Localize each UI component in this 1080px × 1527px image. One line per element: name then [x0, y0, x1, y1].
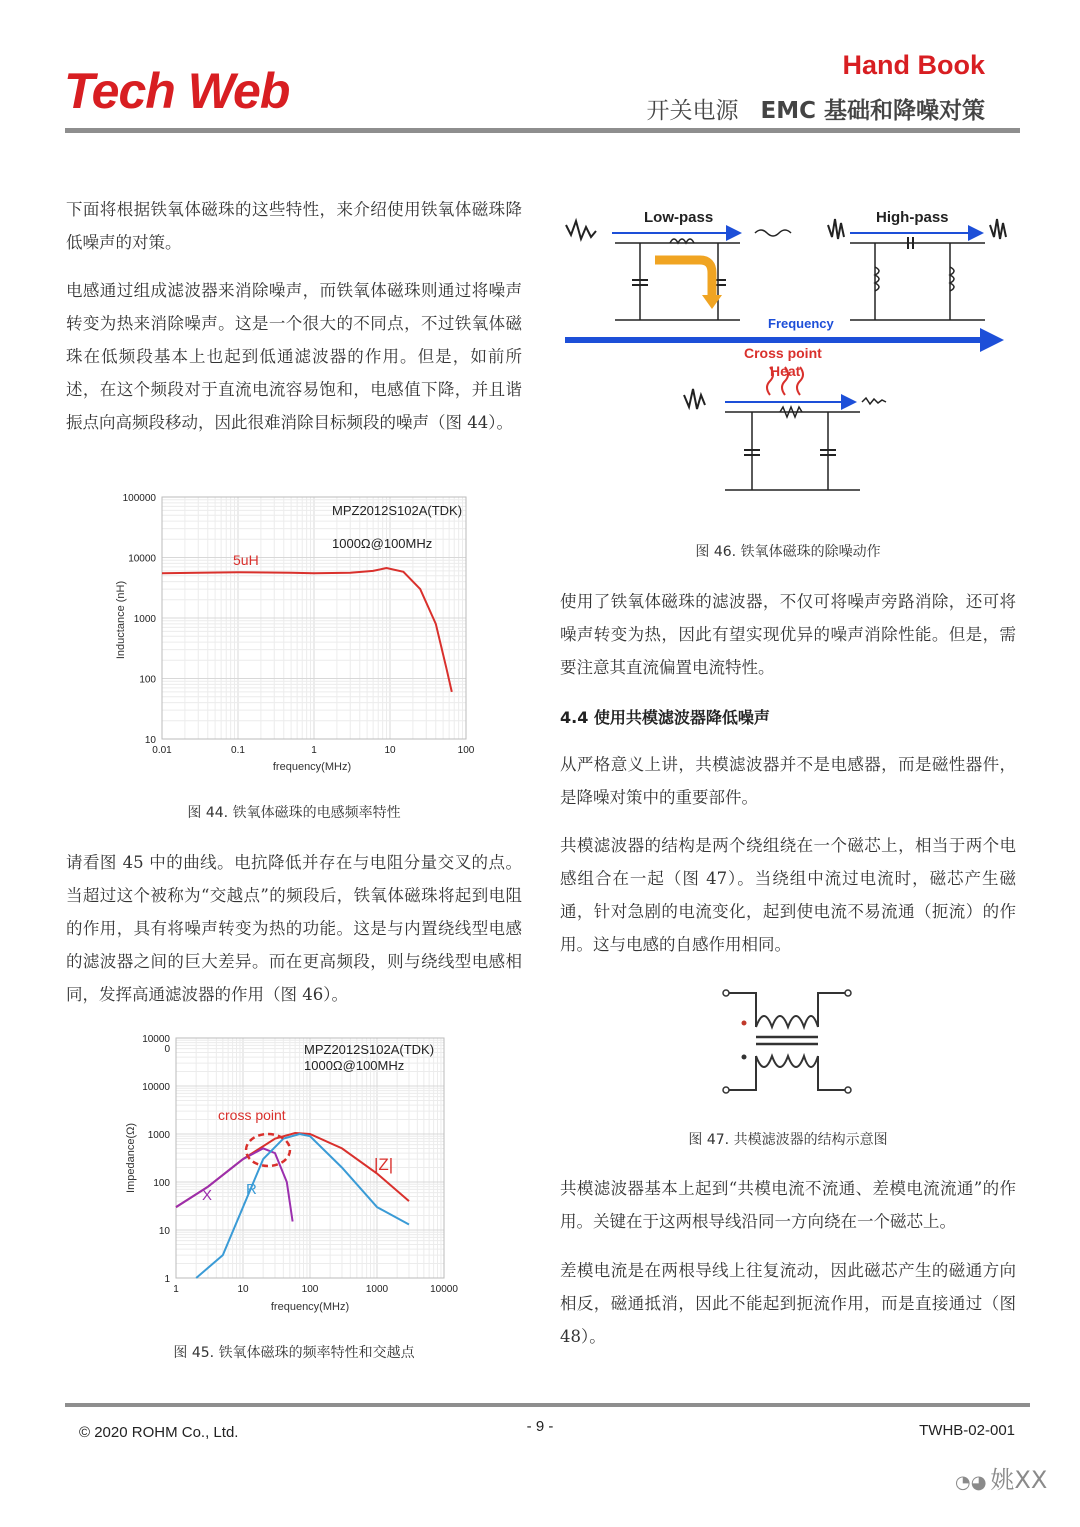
subtitle-left: 开关电源: [646, 98, 739, 124]
x-axis-label: frequency(MHz): [272, 761, 352, 773]
header-divider: [65, 128, 1020, 133]
low-pass-label: Low-pass: [644, 209, 714, 226]
x-tick-label: 0.01: [152, 745, 172, 756]
y-tick-label: 0: [164, 1044, 170, 1055]
chart-grid: [162, 497, 466, 739]
y-tick-labels: [123, 493, 157, 746]
x-tick-label: 1: [311, 745, 317, 756]
r-label: R: [246, 1181, 257, 1198]
y-tick-label: 10000: [142, 1082, 170, 1093]
y-tick-label: 10: [144, 735, 156, 746]
x-tick-label: 100: [301, 1284, 319, 1295]
x-tick-label: 0.1: [231, 745, 245, 756]
terminal-icon: [723, 990, 729, 996]
right-paragraph-4: 共模滤波器基本上起到“共模电流不流通、差模电流流通”的作用。关键在于这两根导线沿同一方向绕在一个磁芯上。: [560, 1179, 1016, 1231]
bead-input-wave-icon: [684, 389, 705, 409]
frequency-label: Frequency: [768, 316, 834, 331]
fig47-caption: 图 47. 共模滤波器的结构示意图: [688, 1132, 888, 1148]
right-paragraph-1: 使用了铁氧体磁珠的滤波器，不仅可将噪声旁路消除，还可将噪声转变为热，因此有望实现优异的噪声消除性能。但是，需要注意其直流偏置电流特性。: [560, 592, 1016, 677]
y-tick-label: 1000: [133, 614, 156, 625]
y-tick-label: 10000: [142, 1034, 170, 1045]
cross-point-label: cross point: [218, 1107, 286, 1123]
footer-divider: [65, 1403, 1030, 1407]
chart-grid: [176, 1038, 444, 1278]
right-paragraph-5: 差模电流是在两根导线上往复流动，因此磁芯产生的磁通方向相反，磁通抵消，因此不能起到扼流作用，而是直接通过（图 48）。: [560, 1261, 1016, 1346]
x-tick-label: 10: [237, 1284, 249, 1295]
document-subtitle: [647, 92, 986, 125]
left-paragraph-2: 电感通过组成滤波器来消除噪声，而铁氧体磁珠则通过将噪声转变为热来消除噪声。这是一个很大的不同点，不过铁氧体磁珠在低频段基本上也起到低通滤波器的作用。但是，如前所述，在这个频段对于直流电流容易饱和，电感值下降，并且谐振点向高频段移动，因此很难消除目标频段的噪声（图 44）。: [66, 281, 522, 432]
x-tick-label: 10: [384, 745, 396, 756]
fig46-caption: 图 46. 铁氧体磁珠的除噪动作: [695, 544, 881, 560]
terminal-icon: [845, 990, 851, 996]
x-label: X: [202, 1187, 213, 1204]
clean-output-wave-icon: [755, 230, 791, 236]
fig45-impedance-chart: [118, 1030, 468, 1315]
subtitle-right: EMC 基础和降噪对策: [760, 98, 985, 124]
right-paragraph-3: 共模滤波器的结构是两个绕组绕在一个磁芯上，相当于两个电感组合在一起（图 47）。当绕组中流过电流时，磁芯产生磁通，针对急剧的电流变化，起到使电流不易流通（扼流）的作用。这与电感的自感作用相同。: [560, 836, 1016, 954]
z-label: |Z|: [374, 1155, 394, 1174]
chart-subtitle: 1000Ω@100MHz: [304, 1058, 405, 1073]
y-tick-label: 10: [158, 1226, 170, 1237]
lower-coil-icon: [756, 1056, 818, 1067]
watermark: [955, 1460, 1047, 1495]
terminal-icon: [723, 1087, 729, 1093]
fig47-common-mode-filter-diagram: [720, 985, 855, 1100]
x-tick-label: 100: [457, 745, 475, 756]
x-tick-labels: [173, 1284, 458, 1295]
hp-output-wave-icon: [990, 219, 1006, 239]
y-tick-label: 1: [164, 1274, 170, 1285]
handbook-title: Hand Book: [842, 50, 985, 80]
bypass-flow-arrow-icon: [655, 260, 712, 295]
y-tick-label: 10000: [128, 553, 156, 565]
fig45-caption: 图 45. 铁氧体磁珠的频率特性和交越点: [173, 1345, 415, 1361]
y-tick-label: 100: [153, 1178, 170, 1189]
upper-coil-icon: [756, 1016, 818, 1027]
chart-title: MPZ2012S102A(TDK): [304, 1042, 435, 1057]
y-axis-label: Impedance(Ω): [125, 1123, 137, 1193]
bypass-arrow-head-icon: [702, 295, 722, 309]
y-axis-label: Inductance (nH): [115, 580, 127, 660]
heat-label: Heat: [770, 363, 801, 379]
left-paragraph-1: 下面将根据铁氧体磁珠的这些特性，来介绍使用铁氧体磁珠降低噪声的对策。: [66, 200, 522, 252]
fig44-inductance-chart: [100, 485, 490, 775]
5uh-label: 5uH: [233, 552, 259, 568]
y-tick-label: 100000: [122, 493, 156, 504]
chart-title: MPZ2012S102A(TDK): [332, 503, 463, 518]
high-pass-label: High-pass: [876, 209, 949, 226]
x-axis-label: frequency(MHz): [270, 1301, 350, 1313]
x-tick-label: 1000: [365, 1284, 389, 1295]
page-number: - 9 -: [526, 1418, 554, 1435]
section-heading-4-4: 4.4 使用共模滤波器降低噪声: [560, 708, 770, 727]
frequency-arrow-head-icon: [980, 328, 1004, 352]
y-tick-label: 100: [139, 674, 156, 686]
x-tick-label: 1: [173, 1284, 179, 1295]
fig46-noise-removal-diagram: [560, 195, 1020, 505]
y-tick-labels: [142, 1034, 170, 1285]
terminal-icon: [845, 1087, 851, 1093]
polarity-dot-icon: [742, 1055, 747, 1060]
bead-output-wave-icon: [862, 398, 886, 404]
chart-subtitle: 1000Ω@100MHz: [332, 536, 433, 551]
right-paragraph-2: 从严格意义上讲，共模滤波器并不是电感器，而是磁性器件，是降噪对策中的重要部件。: [560, 755, 1016, 807]
wechat-icon: ◔◕: [955, 1472, 987, 1493]
document-id: TWHB-02-001: [919, 1422, 1015, 1439]
copyright: © 2020 ROHM Co., Ltd.: [79, 1424, 239, 1441]
watermark-text: 姚XX: [990, 1466, 1048, 1494]
x-tick-labels: [152, 745, 475, 756]
hp-input-wave-icon: [828, 219, 844, 239]
left-paragraph-3: 请看图 45 中的曲线。电抗降低并存在与电阻分量交叉的点。当超过这个被称为“交越点”的频段后，铁氧体磁珠将起到电阻的作用，具有将噪声转变为热的功能。这是与内置绕线型电感的滤波器之间的巨大差异。而在更高频段，则与绕线型电感相同，发挥高通滤波器的作用（图 46）。: [66, 853, 522, 1004]
techweb-logo: Tech Web: [64, 63, 290, 119]
polarity-dot-icon: [742, 1021, 747, 1026]
fig44-caption: 图 44. 铁氧体磁珠的电感频率特性: [187, 805, 401, 821]
x-tick-label: 10000: [430, 1284, 458, 1295]
noisy-input-wave-icon: [566, 221, 596, 239]
y-tick-label: 1000: [147, 1130, 170, 1141]
cross-point-title: Cross point: [744, 345, 822, 361]
lower-winding-leads: [729, 1056, 845, 1090]
upper-winding-leads: [729, 993, 845, 1027]
